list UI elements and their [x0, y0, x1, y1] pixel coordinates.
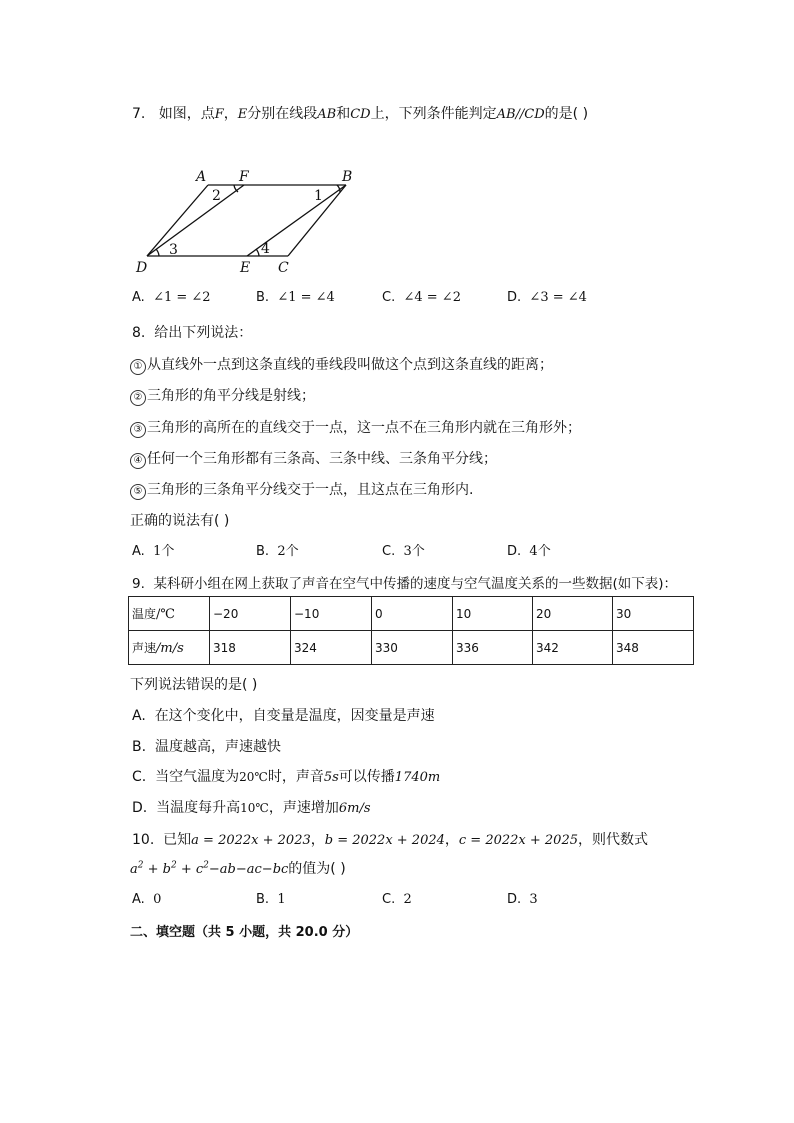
table-cell: −20 — [210, 597, 291, 631]
angle-2-label: 2 — [212, 188, 221, 204]
section-heading: 二、填空题（共 5 小题，共 20.0 分） — [130, 925, 359, 940]
line-fd — [147, 185, 244, 256]
table-row — [129, 597, 694, 631]
table-cell: 10 — [453, 597, 533, 631]
q8-option-d: D. 4个 — [507, 544, 551, 559]
q10-stem-line2: $a^2 + b^2 + c^2-ab-ac-bc$的值为( ) — [130, 860, 346, 877]
q7-figure — [128, 166, 368, 278]
table-cell: 20 — [533, 597, 613, 631]
point-d-label: D — [136, 260, 148, 276]
table-cell: 330 — [372, 631, 453, 665]
table-row — [129, 631, 694, 665]
q9-option-b: B. 温度越高，声速越快 — [132, 739, 281, 755]
table-row-header: 温度/℃ — [129, 597, 210, 631]
table-cell: −10 — [291, 597, 372, 631]
q10-expression: $a^2 + b^2 + c^2-ab-ac-bc$ — [130, 860, 289, 877]
q9-question: 下列说法错误的是( ) — [130, 677, 258, 693]
table-cell: 324 — [291, 631, 372, 665]
q8-item-3: ③ 三角形的高所在的直线交于一点，这一点不在三角形内就在三角形外； — [130, 417, 581, 438]
q9-data-table — [128, 596, 694, 665]
q7-option-a: A. ∠1 = ∠2 — [132, 290, 211, 305]
angle-4-arc — [256, 249, 259, 256]
q7-option-b: B. ∠1 = ∠4 — [256, 290, 335, 305]
q8-item-5: ⑤ 三角形的三条角平分线交于一点，且这点在三角形内. — [130, 479, 473, 500]
q10-option-d: D. 3 — [507, 892, 538, 907]
angle-4-label: 4 — [261, 241, 270, 257]
q7-option-d: D. ∠3 = ∠4 — [507, 290, 587, 305]
q9-option-a: A. 在这个变化中，自变量是温度，因变量是声速 — [132, 708, 435, 724]
point-b-label: B — [342, 169, 353, 185]
point-e-label: E — [240, 260, 251, 276]
table-cell: 342 — [533, 631, 613, 665]
angle-3-label: 3 — [169, 242, 178, 258]
q8-item-1: ① 从直线外一点到这条直线的垂线段叫做这个点到这条直线的距离； — [130, 354, 553, 375]
point-a-label: A — [196, 169, 207, 185]
q7-stem: 7. 如图，点F，E分别在线段AB和CD上，下列条件能判定AB//CD的是( ) — [132, 106, 589, 122]
q10-option-c: C. 2 — [382, 892, 412, 907]
table-cell: 348 — [613, 631, 694, 665]
q9-stem: 9. 某科研小组在网上获取了声音在空气中传播的速度与空气温度关系的一些数据(如下表)： — [132, 576, 678, 592]
point-c-label: C — [278, 260, 289, 276]
table-cell: 30 — [613, 597, 694, 631]
q10-option-a: A. 0 — [132, 892, 162, 907]
q10-stem-line1: 10. 已知a = 2022x + 2023，b = 2022x + 2024，c = 2022x + 2025，则代数式 — [132, 832, 648, 848]
q8-option-c: C. 3个 — [382, 544, 425, 559]
q10-option-b: B. 1 — [256, 892, 286, 907]
angle-3-arc — [156, 249, 159, 256]
angle-1-label: 1 — [314, 188, 323, 204]
table-cell: 336 — [453, 631, 533, 665]
table-cell: 318 — [210, 631, 291, 665]
table-row-header: 声速/m/s — [129, 631, 210, 665]
q8-option-a: A. 1个 — [132, 544, 175, 559]
q8-item-4: ④ 任何一个三角形都有三条高、三条中线、三条角平分线； — [130, 448, 497, 469]
q9-option-d: D. 当温度每升高10℃，声速增加6m/s — [132, 800, 371, 816]
q8-option-b: B. 2个 — [256, 544, 299, 559]
angle-2-arc — [234, 185, 238, 192]
q9-option-c: C. 当空气温度为20℃时，声音5s可以传播1740m — [132, 769, 441, 785]
q8-stem: 8. 给出下列说法： — [132, 325, 253, 341]
q7-option-c: C. ∠4 = ∠2 — [382, 290, 461, 305]
point-f-label: F — [239, 169, 249, 185]
q8-question: 正确的说法有( ) — [130, 513, 230, 529]
q8-item-2: ② 三角形的角平分线是射线； — [130, 385, 315, 406]
table-cell: 0 — [372, 597, 453, 631]
